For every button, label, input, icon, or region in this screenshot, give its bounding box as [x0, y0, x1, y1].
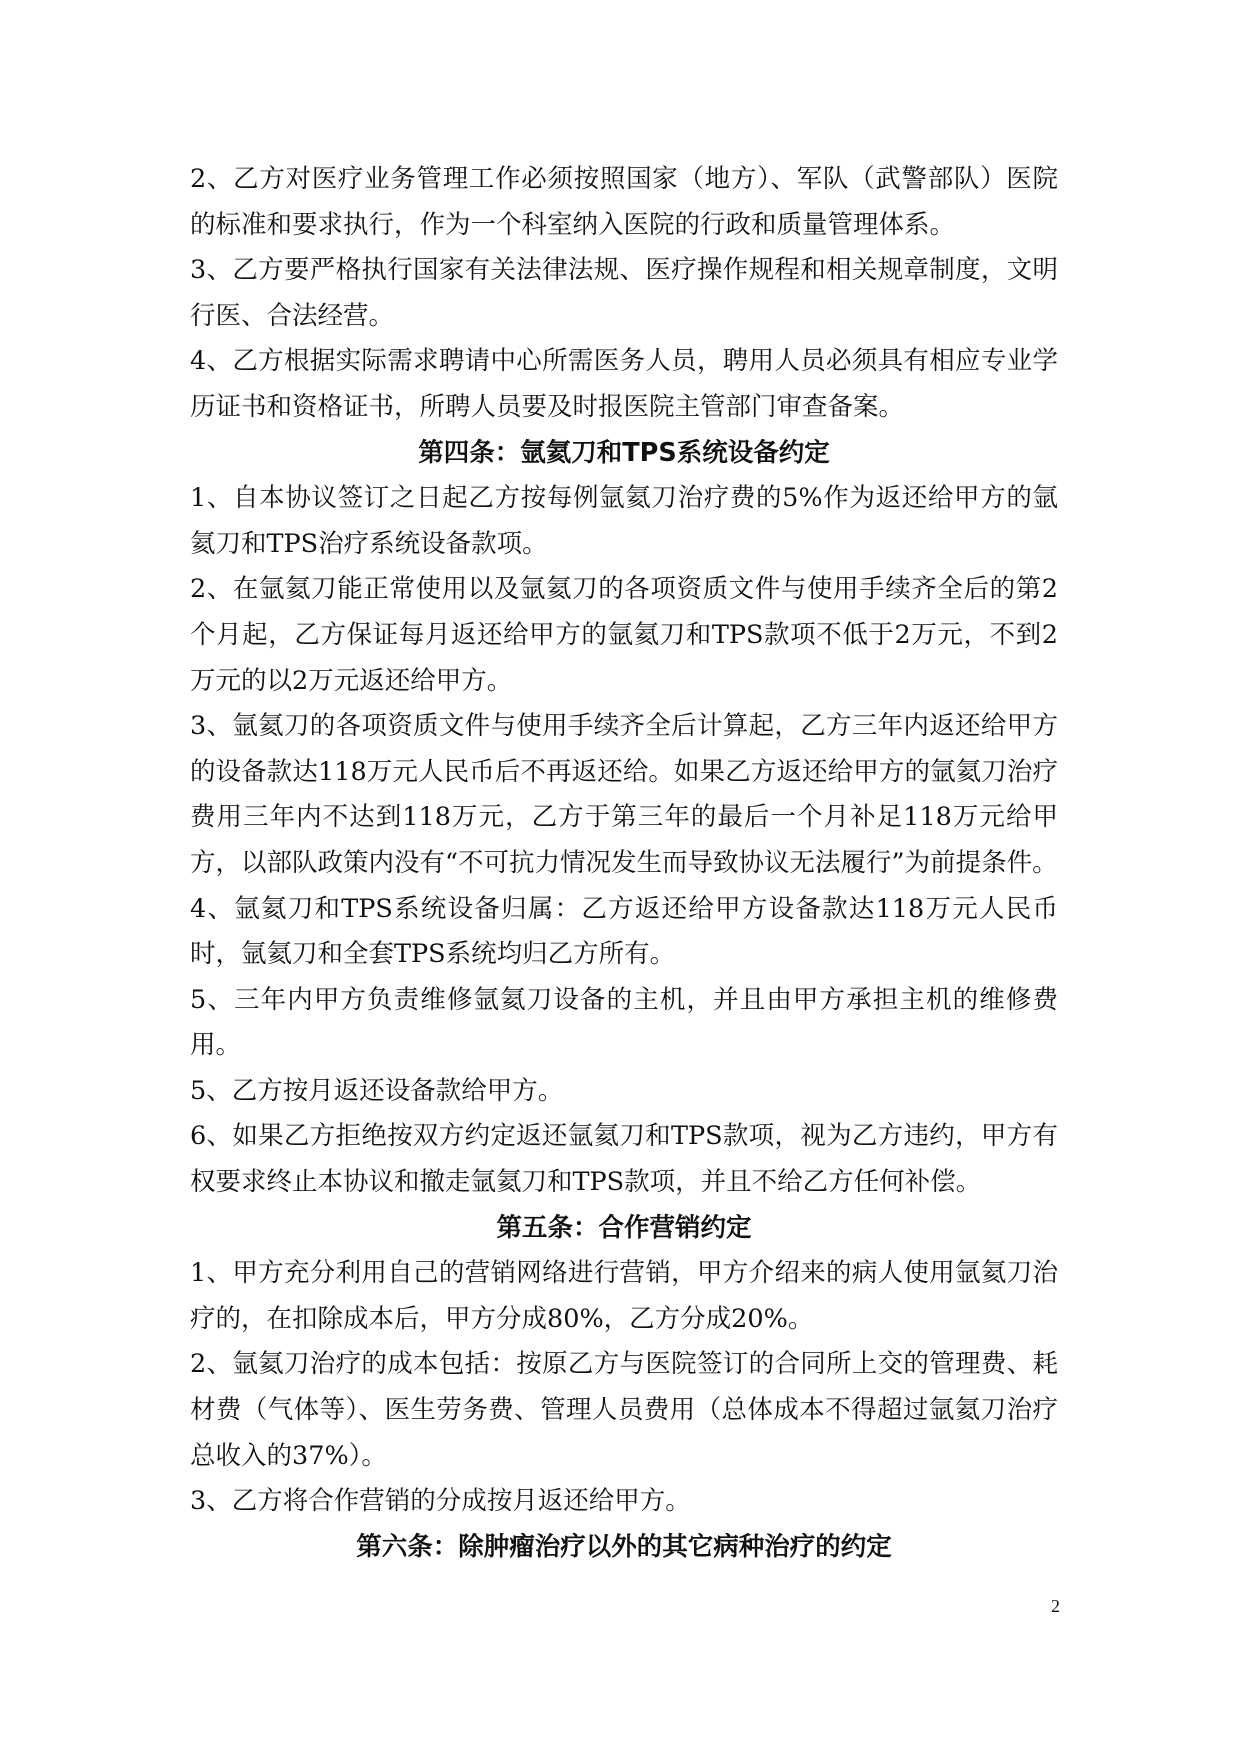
page-number: 2 — [1051, 1596, 1060, 1616]
paragraph-4-6: 6、如果乙方拒绝按双方约定返还氩氦刀和TPS款项，视为乙方违约，甲方有权要求终止本协议和撤走氩氦刀和TPS款项，并且不给乙方任何补偿。 — [190, 1121, 1058, 1198]
paragraph-4-5b: 5、乙方按月返还设备款给甲方。 — [190, 1075, 564, 1106]
paragraph-5-2: 2、氩氦刀治疗的成本包括：按原乙方与医院签订的合同所上交的管理费、耗材费（气体等）、医生劳务费、管理人员费用（总体成本不得超过氩氦刀治疗总收入的37%）。 — [190, 1349, 1058, 1471]
paragraph-4-3: 3、氩氦刀的各项资质文件与使用手续齐全后计算起，乙方三年内返还给甲方的设备款达118万元人民币后不再返还给。如果乙方返还给甲方的氩氦刀治疗费用三年内不达到118万元，乙方于第三年的最后一个月补足118万元给甲方，以部队政策内没有“不可抗力情况发生而导致协议无法履行”为前提条件。 — [190, 711, 1058, 878]
article-6-heading: 第六条：除肿瘤治疗以外的其它病种治疗的约定 — [356, 1531, 892, 1562]
paragraph-2-3: 3、乙方要严格执行国家有关法律法规、医疗操作规程和相关规章制度，文明行医、合法经营。 — [190, 255, 1058, 331]
paragraph-4-2: 2、在氩氦刀能正常使用以及氩氦刀的各项资质文件与使用手续齐全后的第2个月起，乙方保证每月返还给甲方的氩氦刀和TPS款项不低于2万元，不到2万元的以2万元返还给甲方。 — [190, 574, 1058, 696]
paragraph-2-2: 2、乙方对医疗业务管理工作必须按照国家（地方）、军队（武警部队）医院的标准和要求执行，作为一个科室纳入医院的行政和质量管理体系。 — [190, 164, 1058, 240]
paragraph-4-1: 1、自本协议签订之日起乙方按每例氩氦刀治疗费的5%作为返还给甲方的氩氦刀和TPS治疗系统设备款项。 — [190, 483, 1058, 559]
paragraph-4-5a: 5、三年内甲方负责维修氩氦刀设备的主机，并且由甲方承担主机的维修费用。 — [190, 984, 1058, 1061]
paragraph-4-4: 4、氩氦刀和TPS系统设备归属：乙方返还给甲方设备款达118万元人民币时，氩氦刀和全套TPS系统均归乙方所有。 — [190, 893, 1058, 970]
article-4-heading: 第四条：氩氦刀和TPS系统设备约定 — [418, 437, 830, 468]
document-body — [190, 157, 1058, 1570]
paragraph-2-4: 4、乙方根据实际需求聘请中心所需医务人员，聘用人员必须具有相应专业学历证书和资格证书，所聘人员要及时报医院主管部门审查备案。 — [190, 346, 1058, 422]
paragraph-5-1: 1、甲方充分利用自己的营销网络进行营销，甲方介绍来的病人使用氩氦刀治疗的，在扣除成本后，甲方分成80%，乙方分成20%。 — [190, 1258, 1058, 1334]
paragraph-5-3: 3、乙方将合作营销的分成按月返还给甲方。 — [190, 1486, 691, 1517]
article-5-heading: 第五条：合作营销约定 — [496, 1212, 752, 1243]
